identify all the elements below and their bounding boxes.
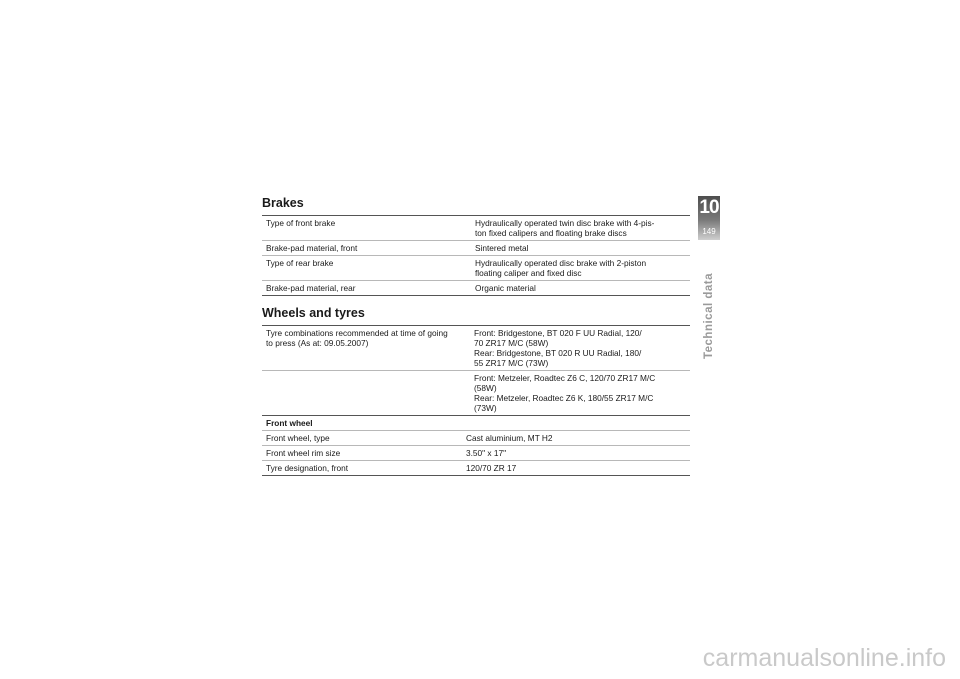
wheels-heading: Wheels and tyres	[262, 306, 690, 326]
label-line: Tyre combinations recommended at time of going	[266, 328, 448, 338]
value-line: (73W)	[474, 403, 497, 413]
table-row	[262, 216, 690, 241]
value-line: Sintered metal	[475, 243, 529, 253]
row-value: 3.50" x 17"	[462, 446, 690, 461]
table-row	[262, 446, 690, 461]
tyre-combinations-table	[262, 326, 690, 416]
brakes-table	[262, 216, 690, 296]
row-value	[471, 256, 690, 281]
row-value: Cast aluminium, MT H2	[462, 431, 690, 446]
row-label: Type of front brake	[262, 216, 471, 241]
value-line: Hydraulically operated twin disc brake with 4-pis-	[475, 218, 655, 228]
value-line: (58W)	[474, 383, 497, 393]
page-number: 149	[702, 227, 716, 236]
row-value	[471, 281, 690, 296]
group-row	[262, 416, 690, 431]
front-wheel-heading: Front wheel	[262, 416, 690, 431]
value-line: Rear: Bridgestone, BT 020 R UU Radial, 180/	[474, 348, 642, 358]
chapter-number: 10	[699, 197, 719, 218]
row-label: Brake-pad material, rear	[262, 281, 471, 296]
row-value	[471, 241, 690, 256]
row-label: Brake-pad material, front	[262, 241, 471, 256]
row-value	[471, 216, 690, 241]
value-line: 55 ZR17 M/C (73W)	[474, 358, 549, 368]
front-wheel-table	[262, 416, 690, 476]
chapter-side-title: Technical data	[703, 272, 715, 360]
row-label: Type of rear brake	[262, 256, 471, 281]
row-label: Tyre designation, front	[262, 461, 462, 476]
table-row	[262, 461, 690, 476]
value-line: Front: Bridgestone, BT 020 F UU Radial, 120/	[474, 328, 642, 338]
value-line: ton fixed calipers and floating brake discs	[475, 228, 627, 238]
table-row	[262, 256, 690, 281]
row-value	[470, 371, 690, 416]
row-label-empty	[262, 371, 470, 416]
row-label	[262, 326, 470, 371]
table-row	[262, 431, 690, 446]
table-row	[262, 241, 690, 256]
row-value: 120/70 ZR 17	[462, 461, 690, 476]
value-line: Hydraulically operated disc brake with 2-piston	[475, 258, 647, 268]
table-row	[262, 326, 690, 371]
row-label: Front wheel, type	[262, 431, 462, 446]
table-row	[262, 371, 690, 416]
value-line: Front: Metzeler, Roadtec Z6 C, 120/70 ZR17 M/C	[474, 373, 656, 383]
brakes-heading: Brakes	[262, 196, 690, 216]
value-line: Organic material	[475, 283, 536, 293]
technical-data-content	[262, 196, 690, 476]
row-value	[470, 326, 690, 371]
table-row	[262, 281, 690, 296]
watermark: carmanualsonline.info	[702, 644, 946, 672]
label-line: to press (As at: 09.05.2007)	[266, 338, 369, 348]
row-label: Front wheel rim size	[262, 446, 462, 461]
value-line: 70 ZR17 M/C (58W)	[474, 338, 549, 348]
value-line: Rear: Metzeler, Roadtec Z6 K, 180/55 ZR17 M/C	[474, 393, 654, 403]
value-line: floating caliper and fixed disc	[475, 268, 582, 278]
